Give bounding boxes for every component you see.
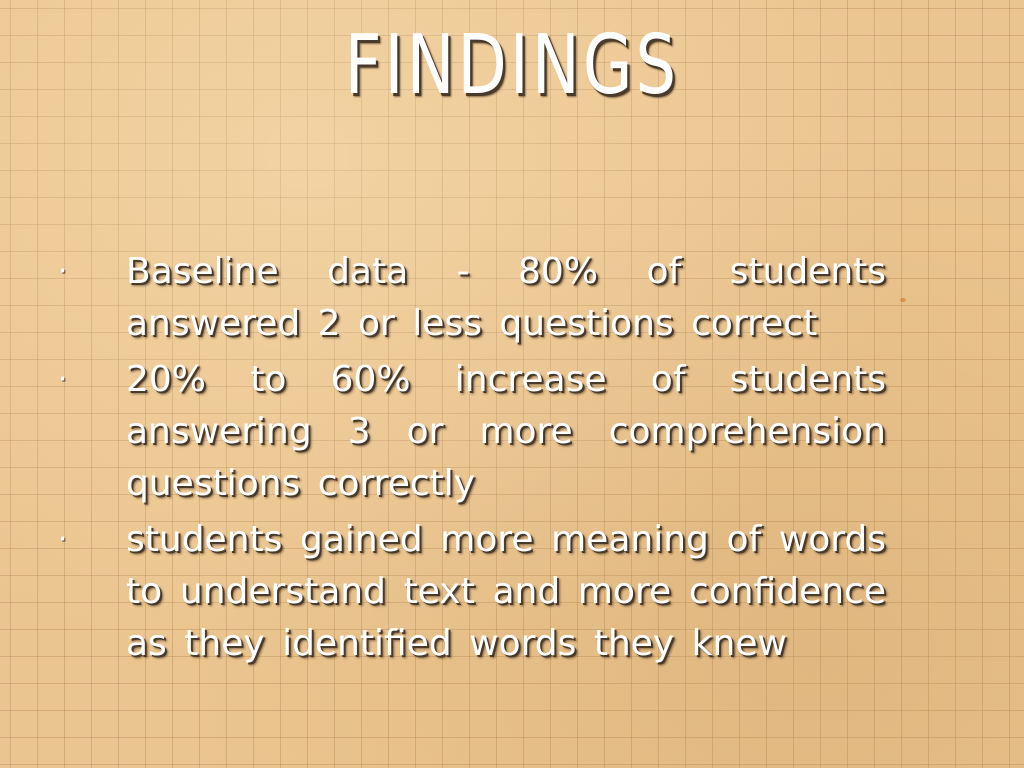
bullet-marker: · [58, 362, 68, 397]
bullet-text: students gained more meaning of words to understand text and more confidence as they identified words they knew [126, 519, 886, 664]
bullet-item [56, 514, 886, 670]
bullet-text: 20% to 60% increase of students answering 3 or more comprehension questions correctly [126, 359, 886, 504]
bullet-text: Baseline data - 80% of students answered 2 or less questions correct [126, 251, 886, 344]
bullet-item [56, 354, 886, 510]
bullet-item [56, 246, 886, 350]
slide-title: FINDINGS [344, 18, 680, 113]
paper-speck [900, 298, 906, 302]
bullet-marker: · [58, 254, 68, 289]
bullet-marker: · [58, 522, 68, 557]
bullet-list [56, 246, 886, 674]
